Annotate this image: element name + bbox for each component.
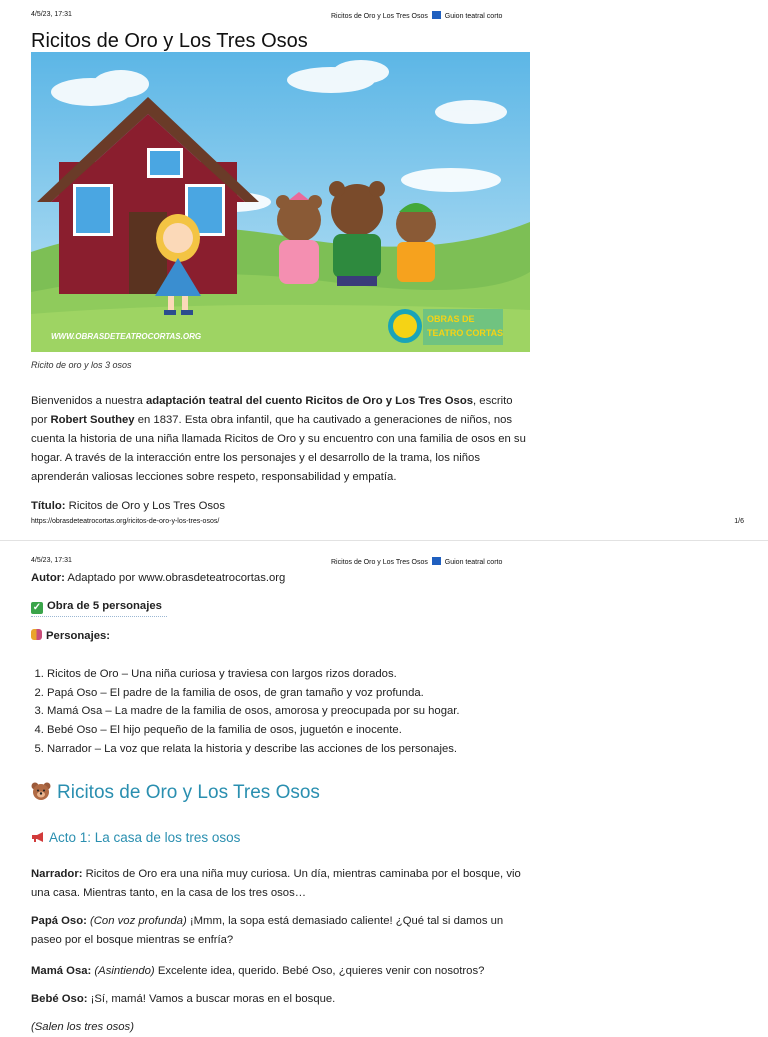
list-item: 4. Bebé Oso – El hijo pequeño de la familia de osos, juguetón e inocente. (47, 721, 460, 740)
dialogue-line: Mamá Osa: (Asintiendo) Excelente idea, querido. Bebé Oso, ¿quieres venir con nosotros? (31, 965, 485, 977)
characters-heading: Personajes: (31, 629, 531, 642)
list-item: 3. Mamá Osa – La madre de la familia de osos, amorosa y preocupada por su hogar. (47, 702, 460, 721)
image-caption: Ricito de oro y los 3 osos (31, 360, 132, 370)
bear-face-icon (31, 782, 51, 800)
print-header-title: Ricitos de Oro y Los Tres Osos Guion teatral corto (331, 559, 503, 566)
hero-illustration (31, 52, 530, 352)
characters-list (31, 665, 460, 759)
dialogue-line: Narrador: Ricitos de Oro era una niña muy curiosa. Un día, mientras caminaba por el bosque, vio una casa. Mientras tanto, en la casa de los tres osos… (31, 868, 521, 899)
cast-size-line: ✓ Obra de 5 personajes (32, 600, 162, 613)
dialogue-line: Papá Oso: (Con voz profunda) ¡Mmm, la sopa está demasiado caliente! ¿Qué tal si damos un paseo por el bosque mientras se enfría? (31, 915, 504, 946)
stage-direction: (Salen los tres osos) (31, 1021, 134, 1033)
check-mark-icon: ✓ (32, 602, 42, 613)
cast-size-underline (31, 616, 167, 617)
title-line: Título: Ricitos de Oro y Los Tres Osos (31, 500, 225, 512)
list-item: 5. Narrador – La voz que relata la historia y describe las acciones de los personajes. (47, 740, 460, 759)
author-line: Autor: Adaptado por www.obrasdeteatrocortas.org (31, 572, 286, 584)
megaphone-icon (31, 830, 45, 840)
dialogue-line: Bebé Oso: ¡Sí, mamá! Vamos a buscar moras en el bosque. (31, 993, 336, 1005)
list-item: 1. Ricitos de Oro – Una niña curiosa y traviesa con largos rizos dorados. (47, 665, 460, 684)
logo-text-line1: OBRAS DE (427, 314, 475, 324)
print-header-title: Ricitos de Oro y Los Tres Osos Guion teatral corto (331, 13, 503, 20)
separator-icon (432, 11, 441, 19)
print-header-date: 4/5/23, 17:31 (31, 11, 72, 18)
print-header-date: 4/5/23, 17:31 (31, 557, 72, 564)
logo-text-line2: TEATRO CORTAS (427, 328, 504, 338)
intro-paragraph: Bienvenidos a nuestra adaptación teatral del cuento Ricitos de Oro y Los Tres Osos, escrito por Robert Southey en 1837. Esta obra infantil, que ha cautivado a generaciones de niños, nos cuenta la historia de una niña llamada Ricitos de Oro y su encuentro con una familia de osos en su hogar. A través de la interacción entre los personajes y el desarrollo de la trama, los niños aprenderán valiosas lecciones sobre respeto, responsabilidad y empatía. (31, 395, 526, 483)
separator-icon (432, 557, 441, 565)
act-heading: Acto 1: La casa de los tres osos (31, 830, 240, 845)
page-title: Ricitos de Oro y Los Tres Osos (31, 30, 308, 52)
print-footer-url: https://obrasdeteatrocortas.org/ricitos-de-oro-y-los-tres-osos/ (31, 518, 220, 525)
people-icon (31, 629, 42, 640)
list-item: 2. Papá Oso – El padre de la familia de osos, de gran tamaño y voz profunda. (47, 684, 460, 703)
print-footer-page-number: 1/6 (734, 518, 744, 525)
image-watermark-text: WWW.OBRASDETEATROCORTAS.ORG (51, 332, 202, 341)
section-heading: Ricitos de Oro y Los Tres Osos (31, 782, 320, 804)
